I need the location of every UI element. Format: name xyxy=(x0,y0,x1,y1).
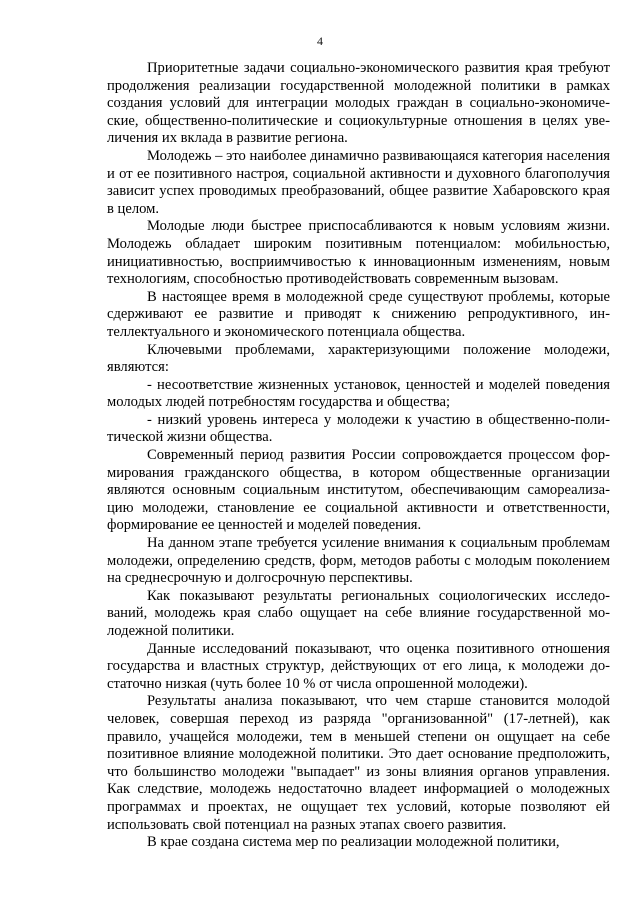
paragraph: На данном этапе требуется усиление внимания к социальным проблемам молодежи, определению средств, форм, методов работы с молодым поколением на среднесрочную и долгосрочную перспективы. xyxy=(107,535,610,587)
paragraph: Как показывают результаты региональных социологических исследований, молодежь края слабо ощущает на себе влияние государственной молодежной политики. xyxy=(107,587,610,639)
paragraph: Ключевыми проблемами, характеризующими положение молодежи, являются: xyxy=(107,341,610,376)
paragraph: В крае создана система мер по реализации молодежной политики, xyxy=(147,834,560,851)
body-text xyxy=(107,60,610,852)
paragraph: В настоящее время в молодежной среде существуют проблемы, которые сдерживают ее развитие и приводят к снижению репродуктивного, интеллектуального и экономического потенциала общества. xyxy=(107,288,610,340)
paragraph: Молодые люди быстрее приспосабливаются к новым условиям жизни. Молодежь обладает широким позитивным потенциалом: мобильностью, инициативностью, восприимчивостью к инновационным изменениям, новым технологиям, способностью противодействовать современным вызовам. xyxy=(107,218,610,288)
paragraph: Современный период развития России сопровождается процессом формирования гражданского общества, в котором общественные организации являются основным социальным институтом, обеспечивающим самореализацию молодежи, становление ее социальной активности и ответственности, формирование ее ценностей и моделей поведения. xyxy=(107,447,610,534)
list-item: - несоответствие жизненных установок, ценностей и моделей поведения молодых людей потребностям государства и общества; xyxy=(107,376,610,411)
paragraph: Результаты анализа показывают, что чем старше становится молодой человек, совершая переход из разряда "организованной" (17-летней), как правило, учащейся молодежи, тем в меньшей степени он ощущает на себе позитивное влияние молодежной политики. Это дает основание предположить, что большинство молодежи "выпадает" из зоны влияния органов управления. Как следствие, молодежь недостаточно владеет информацией о молодежных программах и проектах, не ощущает тех условий, которые позволяют ей использовать свой потенциал на разных этапах своего развития. xyxy=(107,693,610,833)
paragraph: Молодежь – это наиболее динамично развивающаяся категория населения и от ее позитивного настроя, социальной активности и духовного благополучия зависит успех проводимых преобразований, общее развитие Хабаровского края в целом. xyxy=(107,147,610,217)
list-item: - низкий уровень интереса у молодежи к участию в общественно-политической жизни общества. xyxy=(107,411,610,446)
page-number: 4 xyxy=(317,34,323,48)
paragraph: Приоритетные задачи социально-экономического развития края требуют продолжения реализации государственной молодежной политики в рамках создания условий для интеграции молодых граждан в социально-экономические, общественно-политические и социокультурные отношения в целях увеличения их вклада в развитие региона. xyxy=(107,60,610,147)
paragraph: Данные исследований показывают, что оценка позитивного отношения государства и властных структур, действующих от его лица, к молодежи достаточно низкая (чуть более 10 % от числа опрошенной молодежи). xyxy=(107,640,610,692)
